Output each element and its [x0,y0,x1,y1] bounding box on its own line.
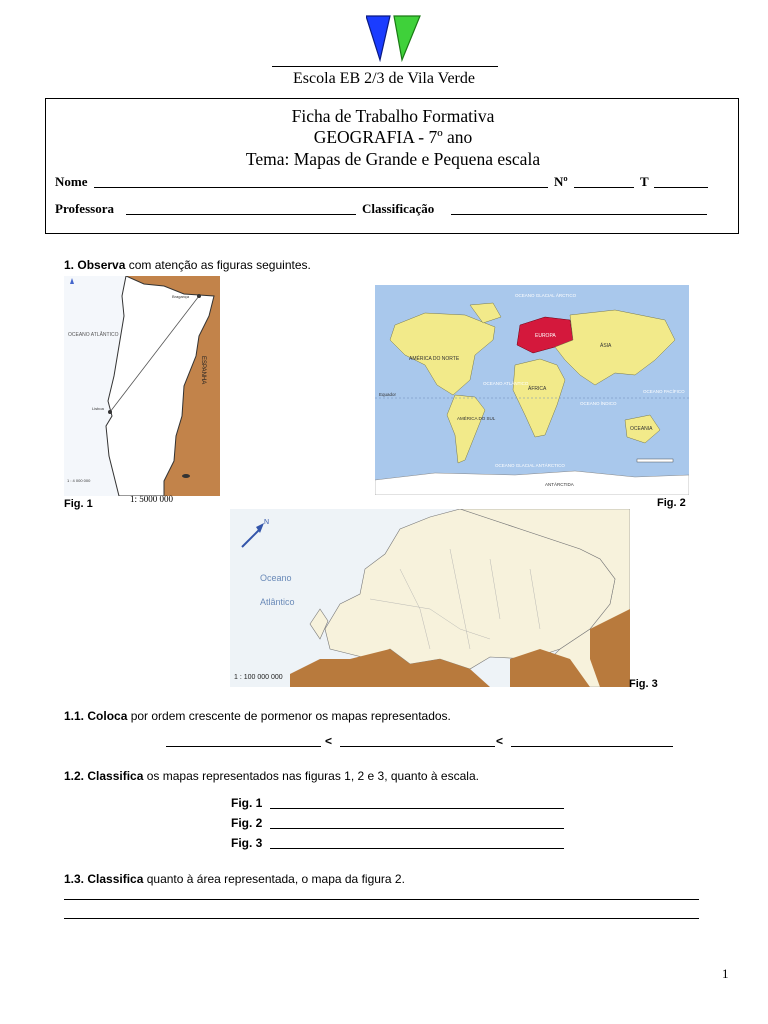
order-field-1[interactable] [166,746,321,747]
school-logo [366,14,422,62]
q1-text: com atenção as figuras seguintes. [125,258,311,272]
question-1-3 [64,872,405,886]
worksheet-title: Ficha de Trabalho Formativa [291,106,495,126]
order-field-2[interactable] [340,746,495,747]
q12-fig3-field[interactable] [270,848,564,849]
question-1-2 [64,769,479,783]
braganca-label: Bragança [172,294,190,299]
question-1-1 [64,709,451,723]
fig3-north: N [264,519,270,526]
q1-number: 1. [64,258,75,272]
q12-fig3-label: Fig. 3 [231,836,263,850]
asia-label: ÁSIA [600,343,612,349]
numero-field[interactable] [574,187,634,188]
fig1-scale: 1: 5000 000 [130,494,174,504]
order-sep-2: < [496,734,504,748]
q13-answer-line-2[interactable] [64,918,699,919]
lisboa-label: Lisboa [92,406,104,411]
antarctica-label: ANTÁRCTIDA [545,482,574,487]
figure-1-map [64,276,220,496]
fig3-atlantic-label: Atlântico [260,597,295,607]
figure-3-map [230,509,630,687]
fig2-label: Fig. 2 [657,497,686,509]
q12-fig1-label: Fig. 1 [231,796,263,810]
fig1-label: Fig. 1 [64,498,93,510]
q13-verb: Classifica [87,872,144,886]
fig3-scale: 1 : 100 000 000 [234,674,283,681]
ocean-label: OCEANO ATLÂNTICO [68,332,119,338]
nome-field[interactable] [94,187,548,188]
order-sep-1: < [325,734,333,748]
order-field-3[interactable] [511,746,673,747]
oceania-label: OCEANIA [630,426,653,432]
header-box [45,98,739,234]
question-1 [64,258,311,272]
q12-fig2-field[interactable] [270,828,564,829]
turma-label: T [640,174,649,189]
q11-text: por ordem crescente de pormenor os mapas representados. [127,709,451,723]
fig3-label: Fig. 3 [629,678,658,690]
africa-label: ÁFRICA [528,386,547,392]
atlantic-ocean-label: OCEANO ATLÂNTICO [483,381,529,386]
q11-number: 1.1. [64,709,85,723]
logo-underline [272,66,498,67]
q11-verb: Coloca [87,709,128,723]
espanha-label: ESPANHA [200,356,206,385]
europe-label: EUROPA [535,333,556,339]
q1-verb: Observa [77,258,126,272]
subject-title: GEOGRAFIA - 7º ano [313,127,473,147]
nome-label: Nome [55,174,88,189]
q13-number: 1.3. [64,872,85,886]
classificacao-label: Classificação [362,201,435,216]
q12-number: 1.2. [64,769,85,783]
indian-ocean-label: OCEANO ÍNDICO [580,401,617,406]
q12-verb: Classifica [87,769,144,783]
antarctic-ocean-label: OCEANO GLACIAL ANTÁRCTICO [495,463,565,468]
theme-title: Tema: Mapas de Grande e Pequena escala [245,149,541,169]
arctic-ocean-label: OCEANO GLACIAL ÁRCTICO [515,293,577,298]
q12-fig1-field[interactable] [270,808,564,809]
professora-label: Professora [55,201,114,216]
north-america-label: AMÉRICA DO NORTE [409,356,460,362]
q13-answer-line-1[interactable] [64,899,699,900]
equator-label: Equador [379,392,397,397]
fig1-small-scale: 1 : 4 000 000 [67,478,91,483]
south-america-label: AMÉRICA DO SUL [457,416,496,421]
q13-text: quanto à área representada, o mapa da figura 2. [143,872,405,886]
fig3-ocean-label: Oceano [260,573,292,583]
q12-text: os mapas representados nas figuras 1, 2 e 3, quanto à escala. [143,769,479,783]
professora-field[interactable] [126,214,356,215]
school-name: Escola EB 2/3 de Vila Verde [293,70,475,87]
figure-2-map [375,285,689,495]
classificacao-field[interactable] [451,214,707,215]
pacific-ocean-label: OCEANO PACÍFICO [643,389,685,394]
turma-field[interactable] [654,187,708,188]
numero-label: Nº [554,174,568,189]
page-number: 1 [722,966,729,981]
q12-fig2-label: Fig. 2 [231,816,263,830]
